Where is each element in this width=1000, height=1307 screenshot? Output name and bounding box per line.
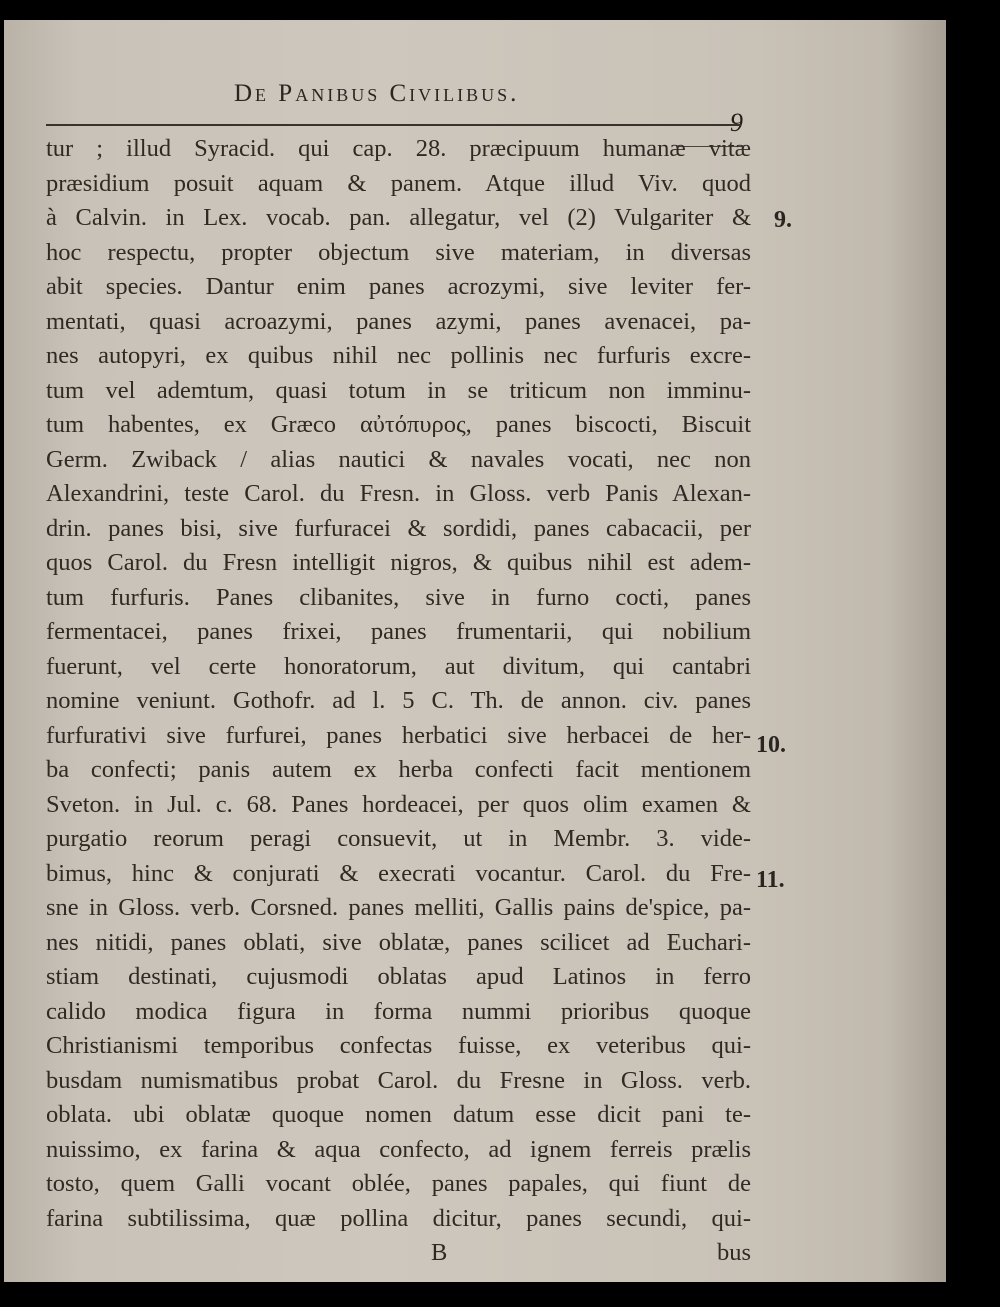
margin-note: 11. <box>756 867 785 893</box>
text-line: calido modica figura in forma nummi prioribus quoque <box>46 997 751 1025</box>
text-line: busdam numismatibus probat Carol. du Fresne in Gloss. verb. <box>46 1066 751 1094</box>
text-line: Christianismi temporibus confectas fuisse, ex veteribus qui- <box>46 1032 751 1059</box>
text-line: nomine veniunt. Gothofr. ad l. 5 C. Th. de annon. civ. panes <box>46 687 751 714</box>
text-line: nes nitidi, panes oblati, sive oblatæ, panes scilicet ad Euchari- <box>46 928 751 956</box>
text-line: stiam destinati, cujusmodi oblatas apud Latinos in ferro <box>46 963 751 990</box>
text-line: Alexandrini, teste Carol. du Fresn. in Gloss. verb Panis Alexan- <box>46 480 751 507</box>
text-line: bimus, hinc & conjurati & execrati vocantur. Carol. du Fre- <box>46 859 751 887</box>
text-line: fuerunt, vel certe honoratorum, aut divitum, qui cantabri <box>46 652 751 680</box>
text-line: mentati, quasi acroazymi, panes azymi, panes avenacei, pa- <box>46 307 751 335</box>
text-line: ba confecti; panis autem ex herba confecti facit mentionem <box>46 756 751 783</box>
text-line: sne in Gloss. verb. Corsned. panes melliti, Gallis pains de'spice, pa- <box>46 894 751 921</box>
header-rule <box>46 124 741 126</box>
text-line: Sveton. in Jul. c. 68. Panes hordeacei, per quos olim examen & <box>46 790 751 818</box>
text-line: nuissimo, ex farina & aqua confecto, ad ignem ferreis prælis <box>46 1135 751 1163</box>
text-line: tur ; illud Syracid. qui cap. 28. præcipuum humanæ vitæ <box>46 135 751 162</box>
text-line: farina subtilissima, quæ pollina dicitur, panes secundi, qui- <box>46 1204 751 1232</box>
book-page <box>4 20 946 1282</box>
footer-line <box>46 1236 751 1270</box>
catchword: bus <box>716 1239 751 1266</box>
margin-note: 10. <box>756 732 786 758</box>
text-line: hoc respectu, propter objectum sive materiam, in diversas <box>46 238 751 266</box>
page-number: 9 <box>730 108 743 137</box>
text-line: quos Carol. du Fresn intelligit nigros, & quibus nihil est adem- <box>46 549 751 576</box>
text-line: tum furfuris. Panes clibanites, sive in furno cocti, panes <box>46 583 751 611</box>
text-line: furfurativi sive furfurei, panes herbatici sive herbacei de her- <box>46 721 751 749</box>
text-line: purgatio reorum peragi consuevit, ut in Membr. 3. vide- <box>46 825 751 852</box>
signature-mark: B <box>431 1239 448 1266</box>
text-line: nes autopyri, ex quibus nihil nec pollinis nec furfuris excre- <box>46 342 751 369</box>
page-edge-shadow <box>886 20 946 1282</box>
text-line: tosto, quem Galli vocant oblée, panes papales, qui fiunt de <box>46 1170 751 1197</box>
text-line: drin. panes bisi, sive furfuracei & sordidi, panes cabacacii, per <box>46 514 751 542</box>
text-line: tum vel ademtum, quasi totum in se triticum non imminu- <box>46 376 751 404</box>
body-text <box>46 132 751 1270</box>
text-line: abit species. Dantur enim panes acrozymi, sive leviter fer- <box>46 273 751 300</box>
margin-note: 9. <box>774 207 792 233</box>
text-line: fermentacei, panes frixei, panes frumentarii, qui nobilium <box>46 618 751 645</box>
text-line: oblata. ubi oblatæ quoque nomen datum esse dicit pani te- <box>46 1101 751 1128</box>
running-title: De Panibus Civilibus. <box>234 80 520 107</box>
text-line: Germ. Zwiback / alias nautici & navales vocati, nec non <box>46 445 751 473</box>
text-line: à Calvin. in Lex. vocab. pan. allegatur, vel (2) Vulgariter & <box>46 204 751 231</box>
text-line: præsidium posuit aquam & panem. Atque illud Viv. quod <box>46 169 751 197</box>
text-line: tum habentes, ex Græco αὐτόπυρος, panes biscocti, Biscuit <box>46 411 751 438</box>
